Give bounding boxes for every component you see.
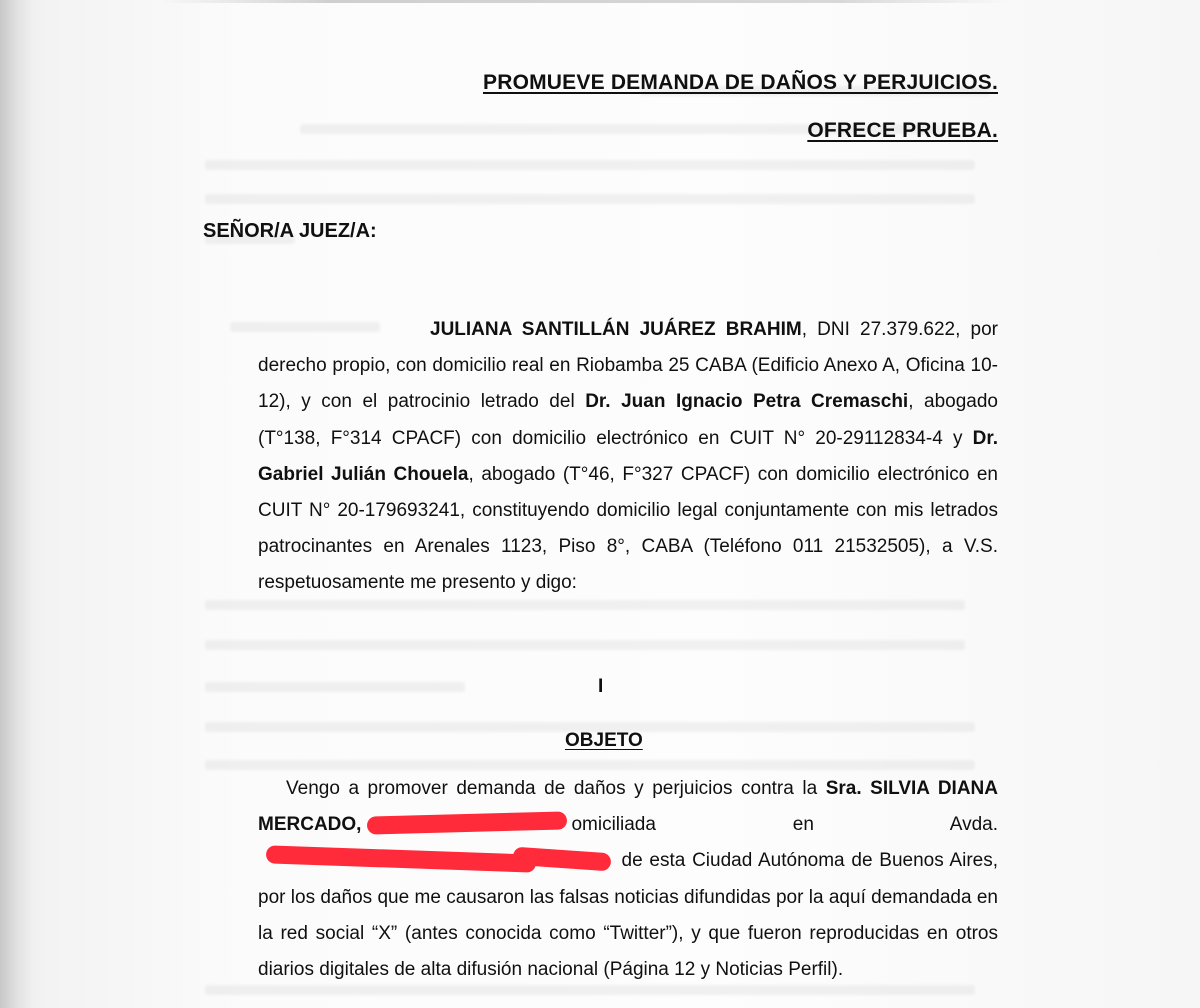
objeto-paragraph (258, 771, 998, 988)
bleed-through-mark (205, 640, 965, 650)
lawyer-name: Dr. Juan Ignacio Petra Cremaschi (585, 391, 909, 413)
document-subtitle: OFRECE PRUEBA. (807, 119, 998, 142)
page-edge-shadow (0, 0, 32, 1008)
section-heading: OBJETO (565, 730, 643, 751)
redaction-mark (367, 812, 567, 835)
objeto-text: de esta Ciudad Autónoma de Buenos Aires, por los daños que me causaron las falsas noticias difundidas por la aquí demandada en la red social “X” (antes conocida como “Twitter”), y que fueron reproducidas en otros diarios digitales de alta difusión nacional (Página 12 y Noticias Perfil). (258, 850, 998, 981)
party-name: JULIANA SANTILLÁN JUÁREZ BRAHIM (430, 319, 802, 340)
redaction-mark (266, 846, 536, 873)
bleed-through-mark (205, 760, 975, 770)
bleed-through-mark (205, 194, 975, 204)
intro-paragraph (258, 312, 998, 602)
lawyer-name: Dr. Gabriel Julián Chouela (258, 427, 998, 485)
objeto-text: Vengo a promover demanda de daños y perjuicios contra la (286, 778, 826, 799)
intro-text: , abogado (T°138, F°314 CPACF) con domicilio electrónico en CUIT N° 20-29112834-4 y (258, 391, 998, 449)
bleed-through-mark (205, 160, 975, 170)
objeto-text: omiciliada en Avda. (571, 814, 998, 836)
defendant-name: Sra. SILVIA DIANA MERCADO, (258, 778, 998, 836)
section-number: I (598, 676, 604, 697)
salutation: SEÑOR/A JUEZ/A: (203, 220, 377, 242)
document-title: PROMUEVE DEMANDA DE DAÑOS Y PERJUICIOS. (483, 71, 998, 94)
intro-text: , DNI 27.379.622, por derecho propio, con domicilio real en Riobamba 25 CABA (Edificio Anexo A, Oficina 10-12), y con el patrocinio letrado del (258, 319, 999, 413)
intro-text: , abogado (T°46, F°327 CPACF) con domicilio electrónico en CUIT N° 20-179693241, constituyendo domicilio legal conjuntamente con mis letrados patrocinantes en Arenales 1123, Piso 8°, CABA (Teléfono 011 21532505), a V.S. respetuosamente me presento y digo: (258, 463, 998, 594)
bleed-through-mark (205, 682, 465, 692)
page-top-edge (160, 0, 1010, 3)
